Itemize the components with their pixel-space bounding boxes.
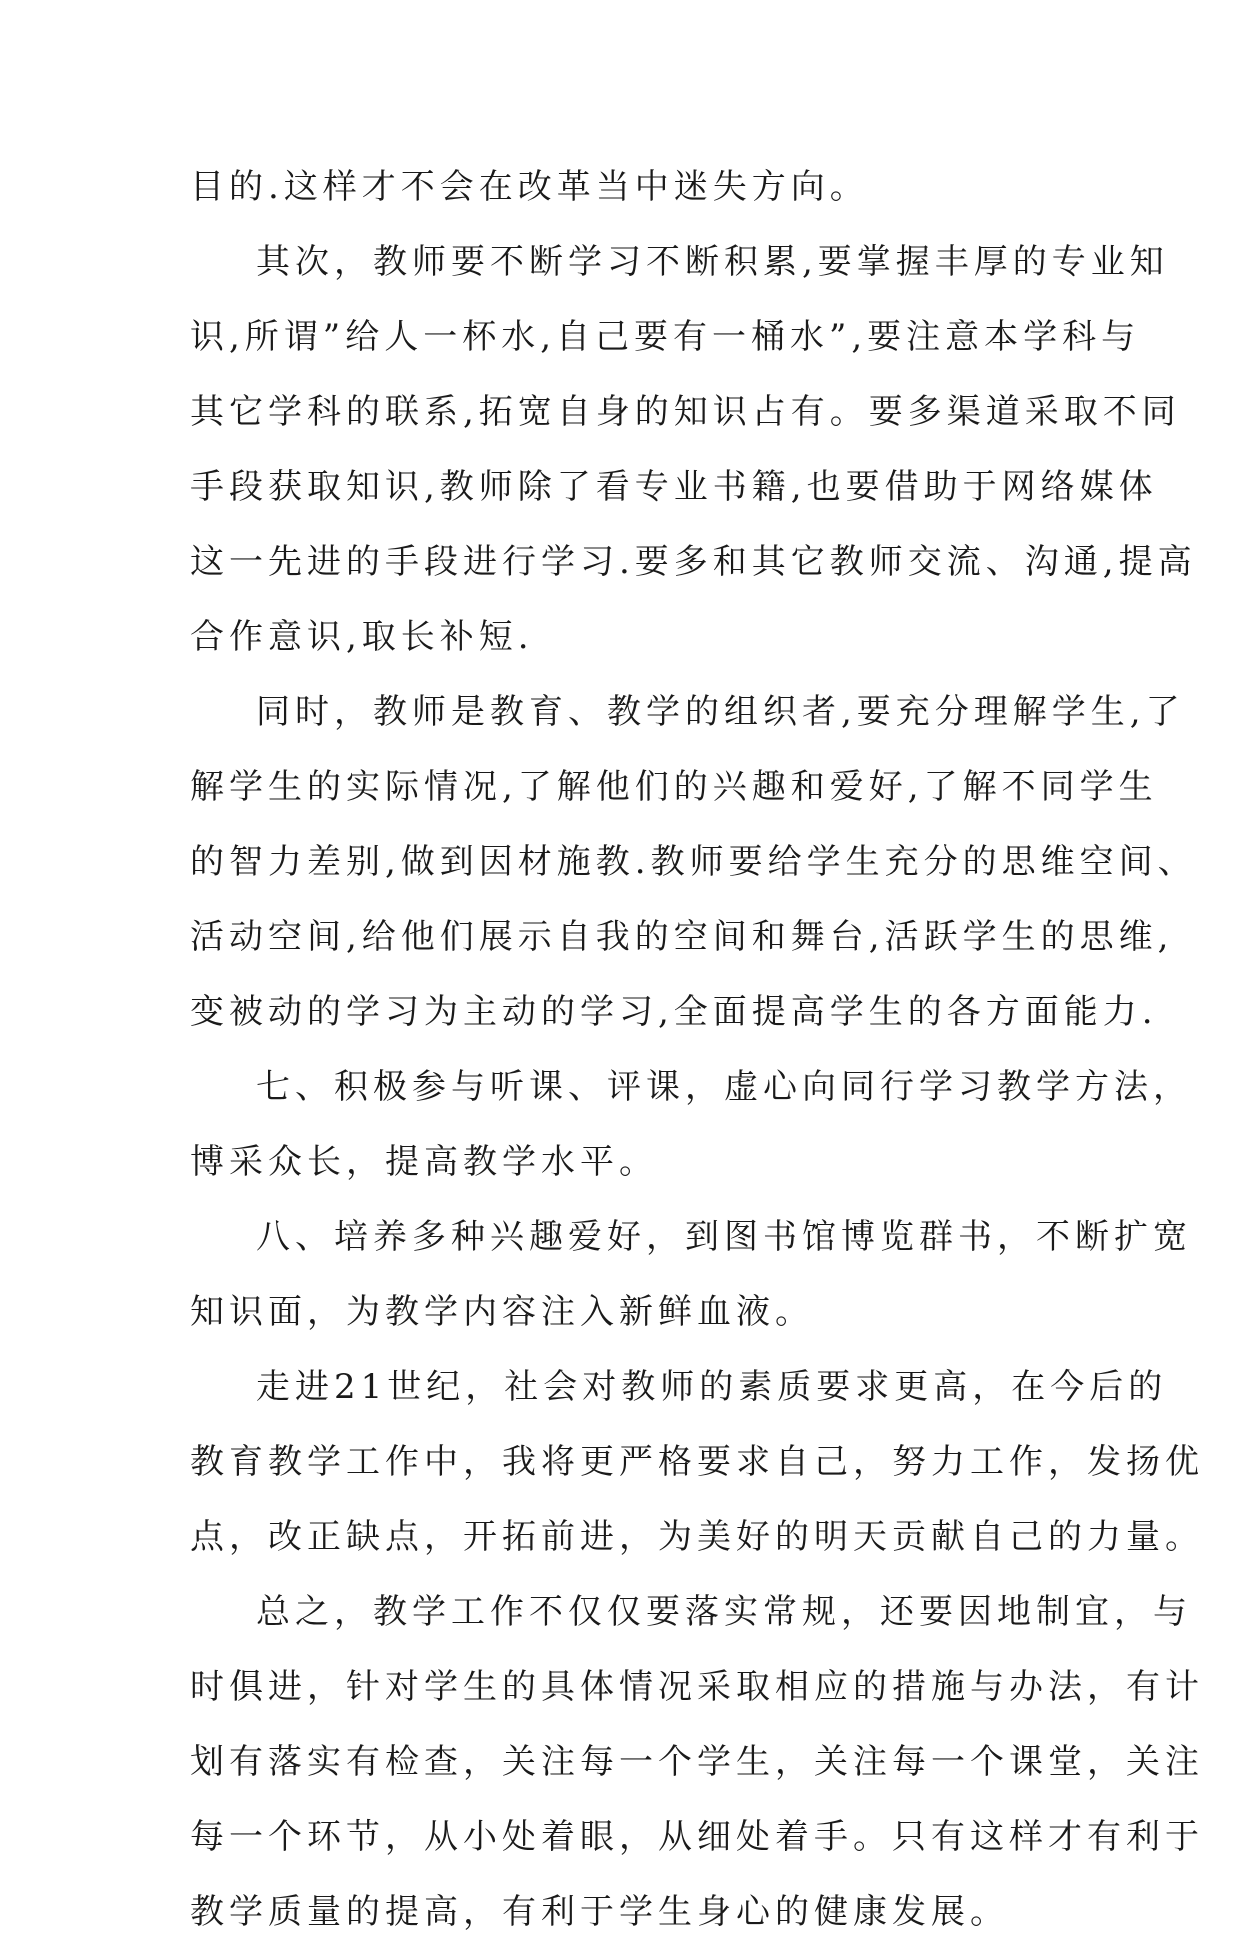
paragraph-start-line: 总之，教学工作不仅仅要落实常规，还要因地制宜，与 [256, 1592, 1192, 1632]
text-line: 的智力差别,做到因材施教.教师要给学生充分的思维空间、 [190, 842, 1197, 882]
text-line: 划有落实有检查，关注每一个学生，关注每一个课堂，关注 [190, 1742, 1204, 1782]
text-line: 这一先进的手段进行学习.要多和其它教师交流、沟通,提高 [190, 542, 1197, 582]
body-text [190, 150, 1204, 1950]
text-line: 合作意识,取长补短. [190, 617, 534, 657]
text-line: 变被动的学习为主动的学习,全面提高学生的各方面能力. [190, 992, 1158, 1032]
paragraph-start-line: 同时，教师是教育、教学的组织者,要充分理解学生,了 [256, 692, 1185, 732]
paragraph-start-line: 走进21世纪，社会对教师的素质要求更高，在今后的 [256, 1367, 1168, 1407]
text-line: 博采众长，提高教学水平。 [190, 1142, 658, 1182]
text-line: 教育教学工作中，我将更严格要求自己，努力工作，发扬优 [190, 1442, 1204, 1482]
text-line: 解学生的实际情况,了解他们的兴趣和爱好,了解不同学生 [190, 767, 1158, 807]
paragraph-start-line: 其次，教师要不断学习不断积累,要掌握丰厚的专业知 [256, 242, 1169, 282]
text-line: 点，改正缺点，开拓前进，为美好的明天贡献自己的力量。 [190, 1517, 1204, 1557]
text-line: 活动空间,给他们展示自我的空间和舞台,活跃学生的思维, [190, 917, 1174, 957]
text-line: 目的.这样才不会在改革当中迷失方向。 [190, 167, 869, 207]
text-line: 手段获取知识,教师除了看专业书籍,也要借助于网络媒体 [190, 467, 1158, 507]
text-line: 知识面，为教学内容注入新鲜血液。 [190, 1292, 814, 1332]
text-line: 识,所谓”给人一杯水,自己要有一桶水”,要注意本学科与 [190, 317, 1141, 357]
text-line: 其它学科的联系,拓宽自身的知识占有。要多渠道采取不同 [190, 392, 1181, 432]
text-line: 每一个环节，从小处着眼，从细处着手。只有这样才有利于 [190, 1817, 1204, 1857]
text-line: 时俱进，针对学生的具体情况采取相应的措施与办法，有计 [190, 1667, 1204, 1707]
paragraph-start-line: 八、培养多种兴趣爱好，到图书馆博览群书，不断扩宽 [256, 1217, 1192, 1257]
paragraph-start-line: 七、积极参与听课、评课，虚心向同行学习教学方法， [256, 1067, 1192, 1107]
text-line: 教学质量的提高，有利于学生身心的健康发展。 [190, 1892, 1009, 1932]
